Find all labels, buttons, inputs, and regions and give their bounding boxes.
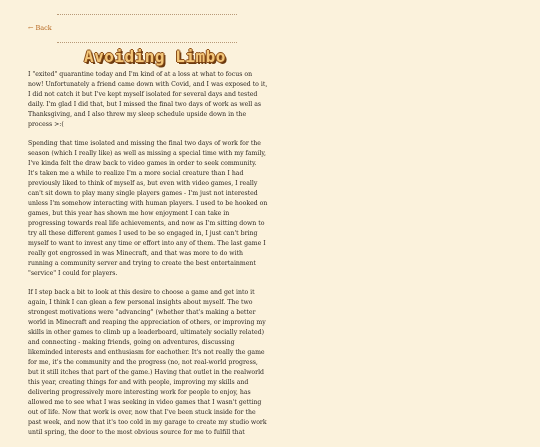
back-link[interactable]: ← Back	[28, 24, 52, 32]
post-paragraph: I "exited" quarantine today and I'm kind of at a loss at what to focus on now! Unfortunately a friend came down with Covid, and I was exposed to it, I did not catch it but I've kept myself isolated for several days and tested daily. I'm glad I did that, but I missed the final two days of work as well as Thanksgiving, and I also threw my sleep schedule upside down in the process >:(	[28, 71, 268, 128]
post-paragraph: If I step back a bit to look at this desire to choose a game and get into it again, I think I can glean a few personal insights about myself. The two strongest motivations were "advancing" (whether that's making a better world in Minecraft and reaping the appreciation of others, or improving my skills in other games to climb up a leaderboard, ultimately socially related) and connecting - making friends, going on adventures, discussing likeminded interests and enthusiasm for eachother. It's not really the game for me, it's the community and the progress (no, not real-world progress, but it still itches that part of the game.) Having that outlet in the realworld this year, creating things for and with people, improving my skills and delivering progressively more interesting work for people to enjoy, has allowed me to see what I was seeking in video games that I wasn't getting out of life. Now that work is over, now that I've been stuck inside for the past week, and now that it's too cold in my garage to create my studio work until spring, the door to the most obvious source for me to fulfill that	[28, 289, 267, 436]
title-divider	[57, 42, 237, 43]
post-paragraph: Spending that time isolated and missing the final two days of work for the season (which I really like) as well as missing a special time with my family, I've kinda felt the draw back to video games in order to seek community. It's taken me a while to realize I'm a more social creature than I had previously liked to think of myself as, but even with video games, I really can't sit down to play many single players games - I'm just not interested unless I'm somehow interacting with human players. I used to be hooked on games, but this year has shown me how enjoyment I can take in progressing towards real life achievements, and now as I'm sitting down to try all these different games I used to be so engaged in, I just can't bring myself to want to invest any time or effort into any of them. The last game I really got engrossed in was Minecraft, and that was more to do with running a community server and trying to create the best entertainment "service" I could for players.	[28, 140, 268, 277]
post-title: Avoiding Limbo	[84, 47, 226, 66]
post-body	[28, 70, 268, 447]
top-divider	[57, 14, 237, 15]
